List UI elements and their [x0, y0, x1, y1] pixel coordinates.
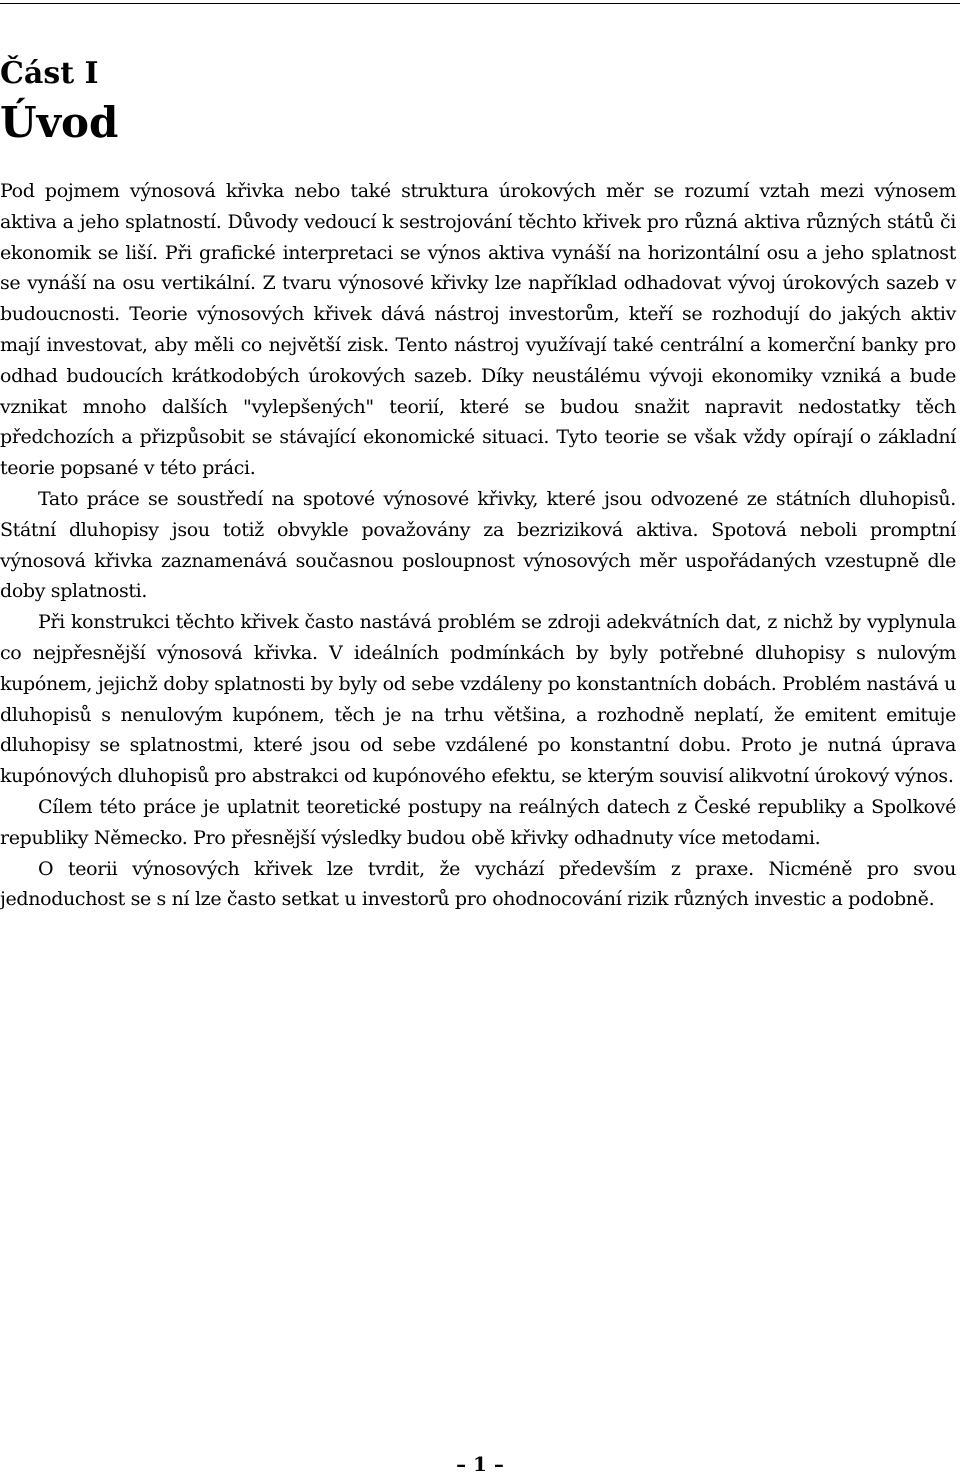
part-label: Část I [0, 56, 99, 91]
paragraph-construction: Při konstrukci těchto křivek často nastává problém se zdroji adekvátních dat, z nichž by vyplynula co nejpřesnější výnosová křivka. V ideálních podmínkách by byly potřebné dluhopisy s nulovým kupónem, jejichž doby splatnosti by byly od sebe vzdáleny po konstantních dobách. Problém nastává u dluhopisů s nenulovým kupónem, těch je na trhu většina, a rozhodně neplatí, že emitent emituje dluhopisy se splatnostmi, které jsou od sebe vzdálené po konstantní dobu. Proto je nutná úprava kupónových dluhopisů pro abstrakci od kupónového efektu, se kterým souvisí alikvotní úrokový výnos. [0, 611, 956, 788]
top-rule [0, 3, 960, 4]
chapter-title: Úvod [0, 98, 119, 147]
paragraph-spot-curve: Tato práce se soustředí na spotové výnosové křivky, které jsou odvozené ze státních dluhopisů. Státní dluhopisy jsou totiž obvykle považovány za bezriziková aktiva. Spotová neboli promptní výnosová křivka zaznamenává současnou posloupnost výnosových měr uspořádaných vzestupně dle doby splatnosti. [0, 487, 956, 603]
page-content [0, 52, 956, 915]
paragraph-intro: Pod pojmem výnosová křivka nebo také struktura úrokových měr se rozumí vztah mezi výnosem aktiva a jeho splatností. Důvody vedoucí k sestrojování těchto křivek pro různá aktiva různých států či ekonomik se liší. Při grafické interpretaci se výnos aktiva vynáší na horizontální osu a jeho splatnost se vynáší na osu vertikální. Z tvaru výnosové křivky lze například odhadovat vývoj úrokových sazeb v budoucnosti. Teorie výnosových křivek dává nástroj investorům, kteří se rozhodují do jakých aktiv mají investovat, aby měli co největší zisk. Tento nástroj využívají také centrální a komerční banky pro odhad budoucích krátkodobých úrokových sazeb. Díky neustálému vývoji ekonomiky vzniká a bude vznikat mnoho dalších "vylepšených" teorií, které se budou snažit napravit nedostatky těch předchozích a přizpůsobit se stávající ekonomické situaci. Tyto teorie se však vždy opírají o základní teorie popsané v této práci. [0, 180, 956, 480]
page-number: – 1 – [456, 1452, 504, 1476]
paragraph-goal: Cílem této práce je uplatnit teoretické postupy na reálných datech z České republiky a Spolkové republiky Německo. Pro přesnější výsledky budou obě křivky odhadnuty více metodami. [0, 795, 956, 849]
paragraph-practice: O teorii výnosových křivek lze tvrdit, že vychází především z praxe. Nicméně pro svou jednoduchost se s ní lze často setkat u investorů pro ohodnocování rizik různých investic a podobně. [0, 857, 956, 911]
